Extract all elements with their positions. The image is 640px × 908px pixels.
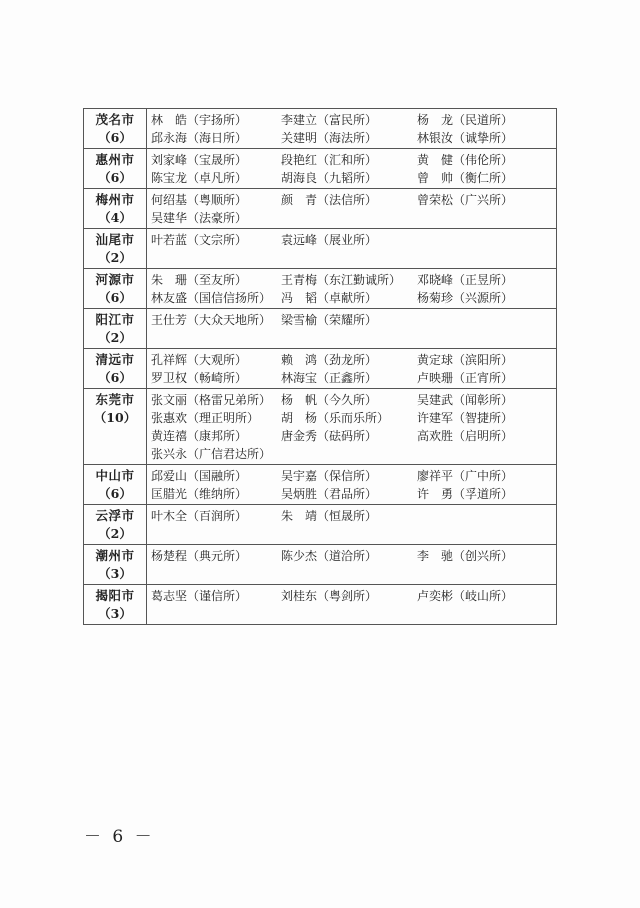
member-entry: 许建军（智捷所） xyxy=(417,411,514,425)
city-member-count: （6） xyxy=(98,170,132,185)
member-line xyxy=(151,587,556,605)
member-line xyxy=(151,231,556,249)
page-number: － 6 － xyxy=(84,827,155,847)
member-line xyxy=(151,129,556,147)
member-line xyxy=(151,445,556,463)
city-cell xyxy=(84,585,147,625)
member-line xyxy=(151,329,556,347)
city-member-count: （4） xyxy=(98,210,132,225)
members-cell xyxy=(147,229,557,269)
member-entry: 高欢胜（启明所） xyxy=(417,429,514,443)
member-entry: 赖 鸿（劲龙所） xyxy=(281,353,378,367)
city-member-count: （10） xyxy=(93,410,137,425)
member-entry: 朱 靖（恒晟所） xyxy=(281,509,378,523)
member-line xyxy=(151,467,556,485)
member-entry: 林海宝（正鑫所） xyxy=(281,371,378,385)
empty-slot xyxy=(417,231,555,249)
member-entry: 李建立（富民所） xyxy=(281,113,378,127)
city-name: 潮州市 xyxy=(95,548,135,563)
city-cell xyxy=(84,149,147,189)
member-entry: 杨菊珍（兴源所） xyxy=(417,291,514,305)
member-entry: 吴炳胜（君品所） xyxy=(281,487,378,501)
empty-slot xyxy=(151,249,281,267)
city-member-count: （2） xyxy=(98,330,132,345)
member-entry: 张惠欢（理正明所） xyxy=(151,411,260,425)
empty-slot xyxy=(281,565,417,583)
empty-slot xyxy=(151,525,281,543)
city-member-count: （3） xyxy=(98,566,132,581)
member-entry: 吴建武（闻彰所） xyxy=(417,393,514,407)
city-row xyxy=(84,545,557,585)
member-entry: 邱爱山（国融所） xyxy=(151,469,248,483)
member-entry: 林友盛（国信信扬所） xyxy=(151,291,272,305)
member-entry: 杨 龙（民道所） xyxy=(417,113,514,127)
city-name: 云浮市 xyxy=(95,508,135,523)
empty-slot xyxy=(151,605,281,623)
city-name: 茂名市 xyxy=(95,112,135,127)
member-entry: 卢奕彬（岐山所） xyxy=(417,589,514,603)
city-row xyxy=(84,149,557,189)
city-member-count: （3） xyxy=(98,606,132,621)
city-row xyxy=(84,269,557,309)
city-row xyxy=(84,505,557,545)
member-line xyxy=(151,369,556,387)
member-entry: 吴建华（法豪所） xyxy=(151,211,248,225)
empty-slot xyxy=(417,445,555,463)
city-cell xyxy=(84,349,147,389)
member-entry: 曾荣松（广兴所） xyxy=(417,193,514,207)
city-name: 汕尾市 xyxy=(95,232,135,247)
member-line xyxy=(151,111,556,129)
member-entry: 陈宝龙（卓凡所） xyxy=(151,171,248,185)
member-entry: 袁远峰（展业所） xyxy=(281,233,378,247)
members-cell xyxy=(147,505,557,545)
member-line xyxy=(151,605,556,623)
city-name: 阳江市 xyxy=(95,312,135,327)
member-entry: 何绍基（粤顺所） xyxy=(151,193,248,207)
member-entry: 关建明（海法所） xyxy=(281,131,378,145)
member-entry: 梁雪榆（荣耀所） xyxy=(281,313,378,327)
city-cell xyxy=(84,389,147,465)
city-row xyxy=(84,585,557,625)
empty-slot xyxy=(417,605,555,623)
city-row xyxy=(84,465,557,505)
member-line xyxy=(151,169,556,187)
member-entry: 王仕芳（大众天地所） xyxy=(151,313,272,327)
member-line xyxy=(151,409,556,427)
empty-slot xyxy=(417,565,555,583)
city-name: 东莞市 xyxy=(95,392,135,407)
member-entry: 胡海良（九韬所） xyxy=(281,171,378,185)
empty-slot xyxy=(281,249,417,267)
city-cell xyxy=(84,269,147,309)
member-entry: 黄定球（滨阳所） xyxy=(417,353,514,367)
member-entry: 匡腊光（维纳所） xyxy=(151,487,248,501)
empty-slot xyxy=(281,209,417,227)
empty-slot xyxy=(417,507,555,525)
city-cell xyxy=(84,109,147,149)
city-name: 清远市 xyxy=(95,352,135,367)
member-line xyxy=(151,427,556,445)
member-line xyxy=(151,311,556,329)
member-entry: 叶木全（百润所） xyxy=(151,509,248,523)
members-cell xyxy=(147,349,557,389)
city-cell xyxy=(84,505,147,545)
member-entry: 段艳红（汇和所） xyxy=(281,153,378,167)
member-entry: 许 勇（孚道所） xyxy=(417,487,514,501)
empty-slot xyxy=(417,209,555,227)
city-row xyxy=(84,229,557,269)
member-entry: 邱永海（海日所） xyxy=(151,131,248,145)
member-entry: 刘桂东（粤剑所） xyxy=(281,589,378,603)
empty-slot xyxy=(417,525,555,543)
member-entry: 胡 杨（乐而乐所） xyxy=(281,411,390,425)
members-cell xyxy=(147,465,557,505)
members-cell xyxy=(147,269,557,309)
city-member-count: （6） xyxy=(98,290,132,305)
members-cell xyxy=(147,585,557,625)
member-entry: 吴宇嘉（保信所） xyxy=(281,469,378,483)
empty-slot xyxy=(417,329,555,347)
city-member-count: （6） xyxy=(98,370,132,385)
member-entry: 邓晓峰（正昱所） xyxy=(417,273,514,287)
member-entry: 孔祥辉（大观所） xyxy=(151,353,248,367)
members-cell xyxy=(147,545,557,585)
city-member-count: （2） xyxy=(98,526,132,541)
member-entry: 黄连禧（康邦所） xyxy=(151,429,248,443)
member-entry: 黄 健（伟伦所） xyxy=(417,153,514,167)
city-member-count: （2） xyxy=(98,250,132,265)
member-line xyxy=(151,249,556,267)
member-line xyxy=(151,151,556,169)
empty-slot xyxy=(151,329,281,347)
member-entry: 刘家峰（宝晟所） xyxy=(151,153,248,167)
member-entry: 张文丽（格雷兄弟所） xyxy=(151,393,272,407)
empty-slot xyxy=(281,329,417,347)
member-entry: 罗卫权（畅崎所） xyxy=(151,371,248,385)
member-entry: 叶若蓝（文宗所） xyxy=(151,233,248,247)
member-entry: 卢映珊（正宵所） xyxy=(417,371,514,385)
member-line xyxy=(151,209,556,227)
member-line xyxy=(151,351,556,369)
empty-slot xyxy=(281,445,417,463)
member-line xyxy=(151,289,556,307)
member-entry: 李 驰（创兴所） xyxy=(417,549,514,563)
member-entry: 林银汝（诚挚所） xyxy=(417,131,514,145)
city-row xyxy=(84,309,557,349)
members-cell xyxy=(147,389,557,465)
city-cell xyxy=(84,189,147,229)
member-line xyxy=(151,191,556,209)
member-entry: 张兴永（广信君达所） xyxy=(151,447,272,461)
empty-slot xyxy=(417,249,555,267)
member-line xyxy=(151,391,556,409)
city-name: 揭阳市 xyxy=(95,588,135,603)
member-line xyxy=(151,525,556,543)
city-member-count: （6） xyxy=(98,130,132,145)
members-cell xyxy=(147,149,557,189)
members-cell xyxy=(147,309,557,349)
member-line xyxy=(151,485,556,503)
city-name: 河源市 xyxy=(95,272,135,287)
city-row xyxy=(84,109,557,149)
member-line xyxy=(151,507,556,525)
member-entry: 林 皓（宇扬所） xyxy=(151,113,248,127)
empty-slot xyxy=(151,565,281,583)
city-cell xyxy=(84,465,147,505)
city-cell xyxy=(84,309,147,349)
city-name: 梅州市 xyxy=(95,192,135,207)
empty-slot xyxy=(281,525,417,543)
member-entry: 颜 青（法信所） xyxy=(281,193,378,207)
member-line xyxy=(151,547,556,565)
members-cell xyxy=(147,189,557,229)
city-row xyxy=(84,389,557,465)
city-name: 惠州市 xyxy=(95,152,135,167)
member-entry: 朱 珊（至友所） xyxy=(151,273,248,287)
city-cell xyxy=(84,545,147,585)
roster-table xyxy=(83,108,557,625)
member-entry: 曾 帅（衡仁所） xyxy=(417,171,514,185)
member-line xyxy=(151,565,556,583)
member-entry: 廖祥平（广中所） xyxy=(417,469,514,483)
city-row xyxy=(84,189,557,229)
roster-body xyxy=(84,109,557,625)
member-entry: 陈少杰（道洽所） xyxy=(281,549,378,563)
city-name: 中山市 xyxy=(95,468,135,483)
member-line xyxy=(151,271,556,289)
member-entry: 杨楚程（典元所） xyxy=(151,549,248,563)
empty-slot xyxy=(281,605,417,623)
member-entry: 冯 韬（卓献所） xyxy=(281,291,378,305)
member-entry: 唐金秀（砝码所） xyxy=(281,429,378,443)
member-entry: 杨 帆（今久所） xyxy=(281,393,378,407)
empty-slot xyxy=(417,311,555,329)
city-row xyxy=(84,349,557,389)
members-cell xyxy=(147,109,557,149)
city-member-count: （6） xyxy=(98,486,132,501)
city-cell xyxy=(84,229,147,269)
member-entry: 葛志坚（谨信所） xyxy=(151,589,248,603)
member-entry: 王青梅（东江勤诚所） xyxy=(281,273,402,287)
